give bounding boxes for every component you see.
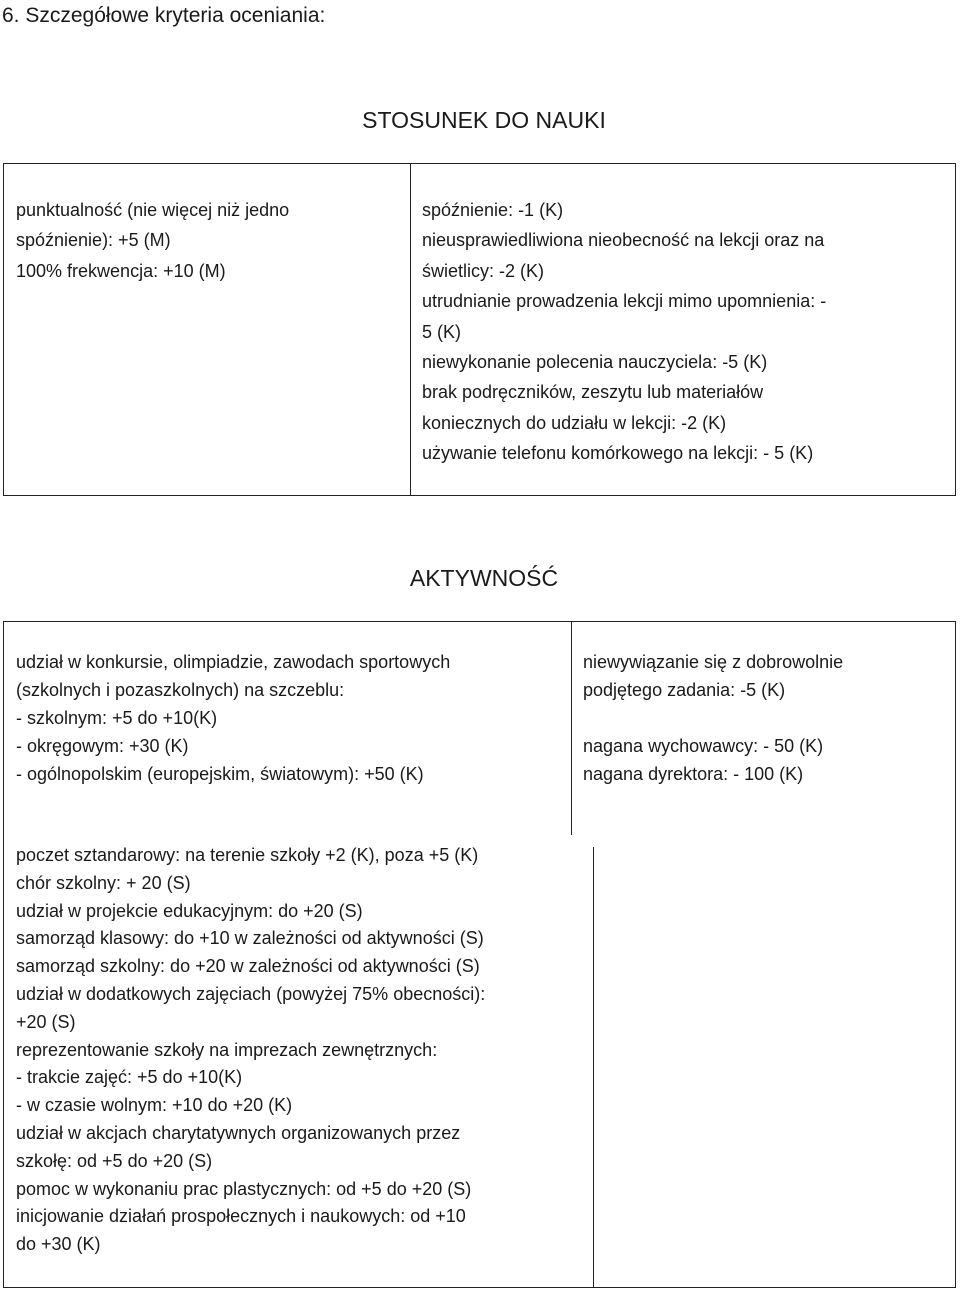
list-spacer (583, 704, 843, 732)
cell-activities-list (16, 842, 485, 1259)
list-item: punktualność (nie więcej niż jedno (16, 200, 290, 220)
list-item: spóźnienie: -1 (K) (422, 200, 564, 220)
cell-penalties-list (422, 195, 826, 469)
list-item: samorząd klasowy: do +10 w zależności od aktywności (S) (16, 928, 484, 949)
document-heading: 6. Szczegółowe kryteria oceniania: (2, 4, 326, 27)
table-column-divider (571, 622, 572, 835)
list-item: - szkolnym: +5 do +10(K) (16, 708, 218, 728)
list-item: nagana wychowawcy: - 50 (K) (583, 736, 824, 756)
cell-activity-penalties-list (583, 648, 843, 788)
list-item: - w czasie wolnym: +10 do +20 (K) (16, 1095, 293, 1116)
list-item: udział w projekcie edukacyjnym: do +20 (S) (16, 900, 363, 921)
section-title-stosunek-do-nauki: STOSUNEK DO NAUKI (362, 107, 606, 133)
list-item: 100% frekwencja: +10 (M) (16, 260, 226, 281)
list-item: udział w konkursie, olimpiadzie, zawodach sportowych (16, 652, 451, 672)
cell-competitions-list (16, 648, 450, 788)
list-item: do +30 (K) (16, 1234, 101, 1255)
list-item: samorząd szkolny: do +20 w zależności od aktywności (S) (16, 956, 480, 977)
list-item: koniecznych do udziału w lekcji: -2 (K) (422, 412, 727, 433)
list-item: używanie telefonu komórkowego na lekcji: - 5 (K) (422, 443, 814, 464)
list-item: chór szkolny: + 20 (S) (16, 872, 191, 893)
list-item: podjętego zadania: -5 (K) (583, 680, 786, 700)
list-item: (szkolnych i pozaszkolnych) na szczeblu: (16, 680, 345, 700)
list-item: pomoc w wykonaniu prac plastycznych: od +5 do +20 (S) (16, 1178, 472, 1199)
list-item: szkołę: od +5 do +20 (S) (16, 1150, 213, 1171)
list-item: - trakcie zajęć: +5 do +10(K) (16, 1067, 243, 1088)
list-item: 5 (K) (422, 321, 462, 342)
list-item: inicjowanie działań prospołecznych i naukowych: od +10 (16, 1206, 466, 1227)
list-item: udział w akcjach charytatywnych organizowanych przez (16, 1122, 461, 1143)
list-item: - ogólnopolskim (europejskim, światowym): +50 (K) (16, 764, 424, 784)
list-item: niewywiązanie się z dobrowolnie (583, 652, 844, 672)
list-item: nieusprawiedliwiona nieobecność na lekcji oraz na (422, 230, 825, 251)
list-item: brak podręczników, zeszytu lub materiałów (422, 382, 764, 403)
list-item: - okręgowym: +30 (K) (16, 736, 189, 756)
list-item: utrudnianie prowadzenia lekcji mimo upomnienia: - (422, 291, 827, 312)
table-column-divider-lower (593, 847, 594, 1287)
list-item: +20 (S) (16, 1011, 76, 1032)
table-column-divider (410, 164, 411, 495)
cell-rewards-list (16, 195, 289, 286)
list-item: udział w dodatkowych zajęciach (powyżej 75% obecności): (16, 983, 486, 1004)
list-item: niewykonanie polecenia nauczyciela: -5 (K) (422, 352, 768, 373)
list-item: świetlicy: -2 (K) (422, 260, 545, 281)
section-title-aktywnosc: AKTYWNOŚĆ (409, 565, 559, 591)
list-item: spóźnienie): +5 (M) (16, 230, 171, 251)
list-item: reprezentowanie szkoły na imprezach zewnętrznych: (16, 1039, 438, 1060)
list-item: poczet sztandarowy: na terenie szkoły +2 (K), poza +5 (K) (16, 845, 479, 865)
list-item: nagana dyrektora: - 100 (K) (583, 764, 804, 784)
